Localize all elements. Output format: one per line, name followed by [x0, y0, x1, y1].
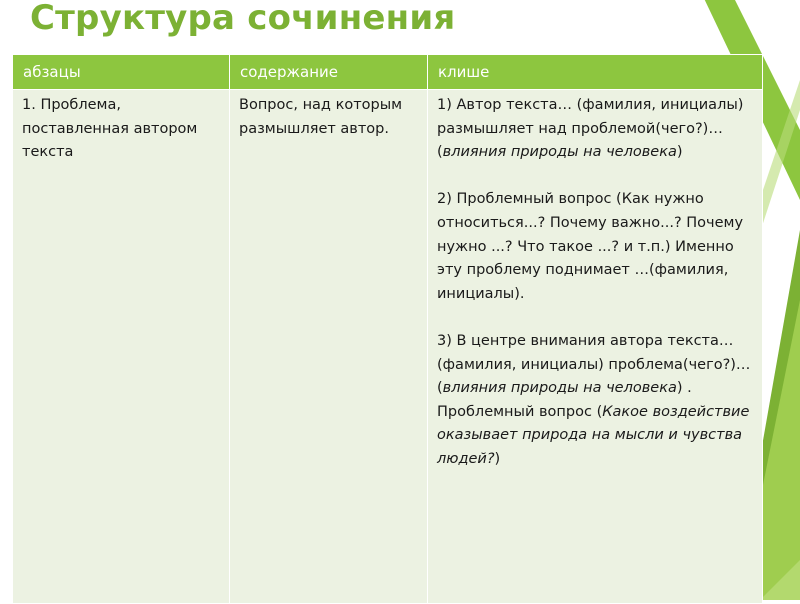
header-content: содержание [230, 55, 428, 90]
essay-structure-table [12, 54, 763, 604]
cliche-2: 2) Проблемный вопрос (Как нужно относиться...? Почему важно...? Почему нужно ...? Что такое ...? и т.п.) Именно эту проблему поднимает …(фамилия, инициалы). [437, 191, 744, 302]
cliche-3-italic-1: влияния природы на человека [442, 380, 677, 397]
cliche-3-text: 3) В центре внимания автора текста… (фамилия, инициалы) проблема(чего?)… ( [437, 332, 751, 397]
cell-cliches [428, 90, 763, 604]
table-row [13, 90, 763, 604]
cliche-3-end: ) [494, 450, 501, 467]
cliche-1-end: ) [676, 144, 683, 161]
cell-content: Вопрос, над которым размышляет автор. [230, 90, 428, 604]
header-paragraphs: абзацы [13, 55, 230, 90]
cliche-1-text: 1) Автор текста… (фамилия, инициалы) размышляет над проблемой(чего?)… ( [437, 97, 744, 161]
cliche-3-mid: ) . Проблемный вопрос ( [437, 380, 692, 420]
cliche-1 [437, 94, 753, 165]
cliche-1-italic: влияния природы на человека [442, 144, 677, 161]
cell-paragraph: 1. Проблема, поставленная автором текста [13, 90, 230, 604]
table-header-row [13, 55, 763, 90]
cliche-3-italic-2: Какое воздействие оказывает природа на мысли и чувства людей? [437, 403, 750, 467]
cliche-3 [437, 330, 753, 472]
slide-title: Структура сочинения [30, 0, 456, 38]
header-cliches: клише [428, 55, 763, 90]
